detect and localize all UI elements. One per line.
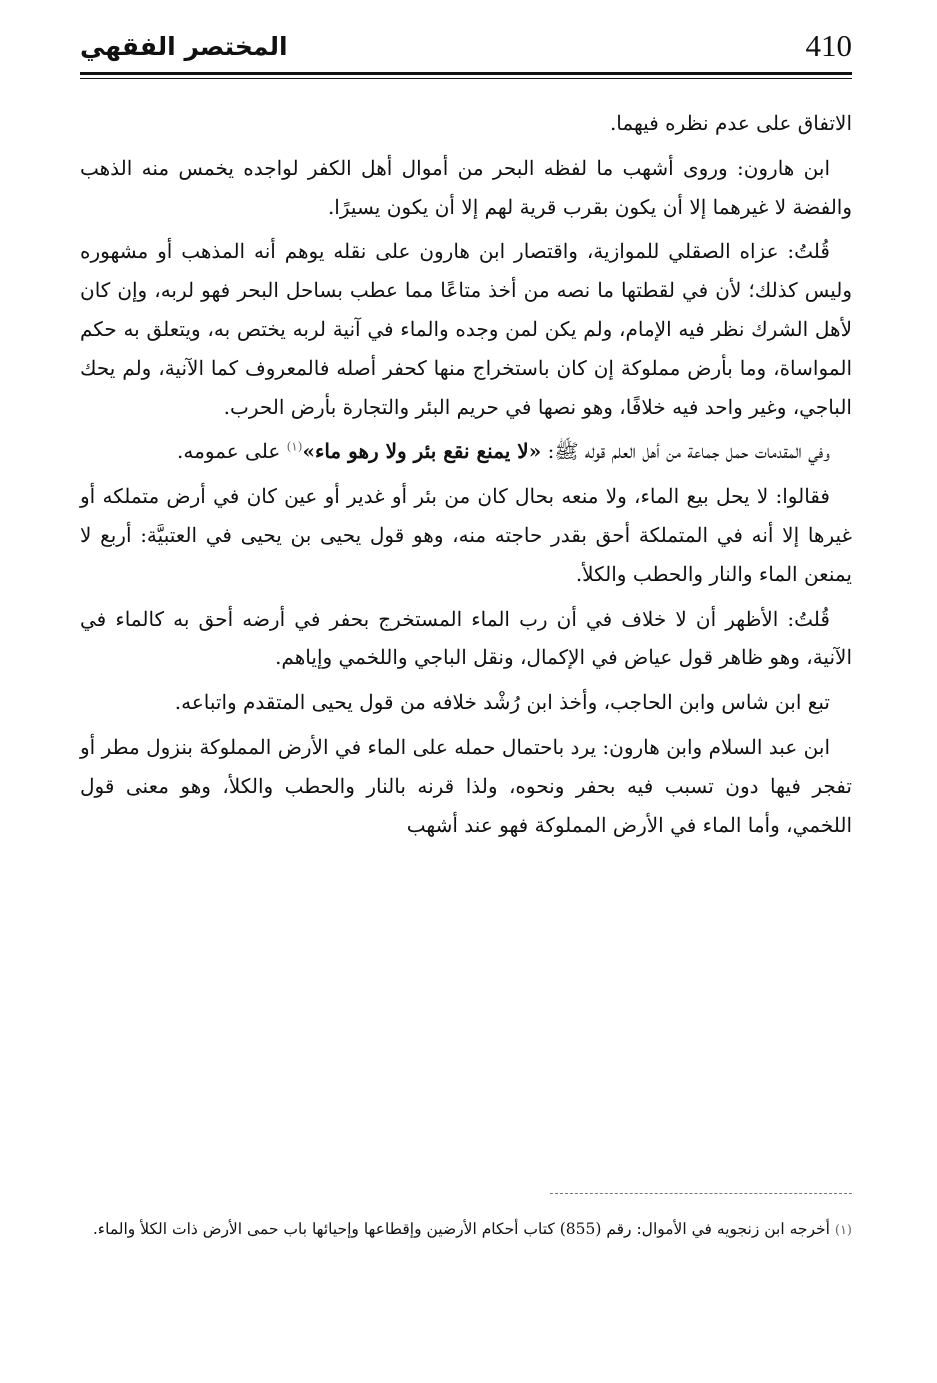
main-text bbox=[80, 104, 852, 850]
paragraph: قُلتُ: الأظهر أن لا خلاف في أن رب الماء المستخرج بحفر في أرضه أحق به كالماء في الآنية، وهو ظاهر قول عياض في الإكمال، ونقل الباجي واللخمي وإياهم. bbox=[80, 606, 852, 670]
paragraph: الاتفاق على عدم نظره فيهما. bbox=[609, 111, 852, 135]
hadith-intro: وفي المقدمات حمل جماعة من أهل العلم قوله ﷺ: bbox=[541, 439, 830, 464]
header-rule-thin bbox=[80, 78, 852, 79]
running-title: المختصر الفقهي bbox=[80, 32, 288, 61]
paragraph: تبع ابن شاس وابن الحاجب، وأخذ ابن رُشْد خلافه من قول يحيى المتقدم واتباعه. bbox=[174, 690, 830, 715]
hadith-paragraph bbox=[80, 432, 852, 471]
footnote-marker: (١) bbox=[834, 1223, 852, 1238]
page-number: 410 bbox=[805, 28, 852, 63]
footnote bbox=[80, 1214, 852, 1246]
footnote-text: أخرجه ابن زنجويه في الأموال: رقم (855) كتاب أحكام الأرضين وإقطاعها وإحيائها باب حمى الأرض ذات الكلأ والماء. bbox=[92, 1220, 835, 1238]
footnote-reference[interactable]: (١) bbox=[286, 439, 303, 454]
header-rule-thick bbox=[80, 72, 852, 75]
paragraph: ابن هارون: وروى أشهب ما لفظه البحر من أموال أهل الكفر لواجده يخمس منه الذهب والفضة لا غيرهما إلا أن يكون بقرب قرية لهم إلا أن يكون يسيرًا. bbox=[80, 155, 852, 219]
paragraph: ابن عبد السلام وابن هارون: يرد باحتمال حمله على الماء في الأرض المملوكة بنزول مطر أو تفجر فيها دون تسبب فيه بحفر ونحوه، ولذا قرنه بالنار والحطب والكلأ، وهو معنى قول اللخمي، وأما الماء في الأرض المملوكة فهو عند أشهب bbox=[80, 734, 852, 837]
paragraph: قُلتُ: عزاه الصقلي للموازية، واقتصار ابن هارون على نقله يوهم أنه المذهب أو مشهوره وليس كذلك؛ لأن في لقطتها ما نصه من أخذ متاعًا مما عطب بساحل البحر فهو لربه، وإن كان لأهل الشرك نظر فيه الإمام، ولم يكن لمن وجده والماء في آنية لربه يختص به، ويتعلق به حكم المواساة، وما بأرض مملوكة إن كان باستخراج منها كحفر أصله فالمعروف كما الآنية، ولم يحك الباجي، وغير واحد فيه خلافًا، وهو نصها في حريم البئر والتجارة بأرض الحرب. bbox=[80, 239, 852, 419]
hadith-quote: «لا يمنع نقع بئر ولا رهو ماء» bbox=[302, 439, 542, 464]
hadith-outro: على عمومه. bbox=[177, 439, 287, 464]
page-header bbox=[80, 26, 852, 70]
paragraph: فقالوا: لا يحل بيع الماء، ولا منعه بحال كان من بئر أو غدير أو عين كان في أرض متملكه أو غيرها إلا أنه في المتملكة أحق بقدر حاجته منه، وهو قول يحيى بن يحيى في العتبيَّة: أربع لا يمنعن الماء والنار والحطب والكلأ. bbox=[80, 484, 852, 586]
footnote-separator bbox=[550, 1193, 852, 1194]
